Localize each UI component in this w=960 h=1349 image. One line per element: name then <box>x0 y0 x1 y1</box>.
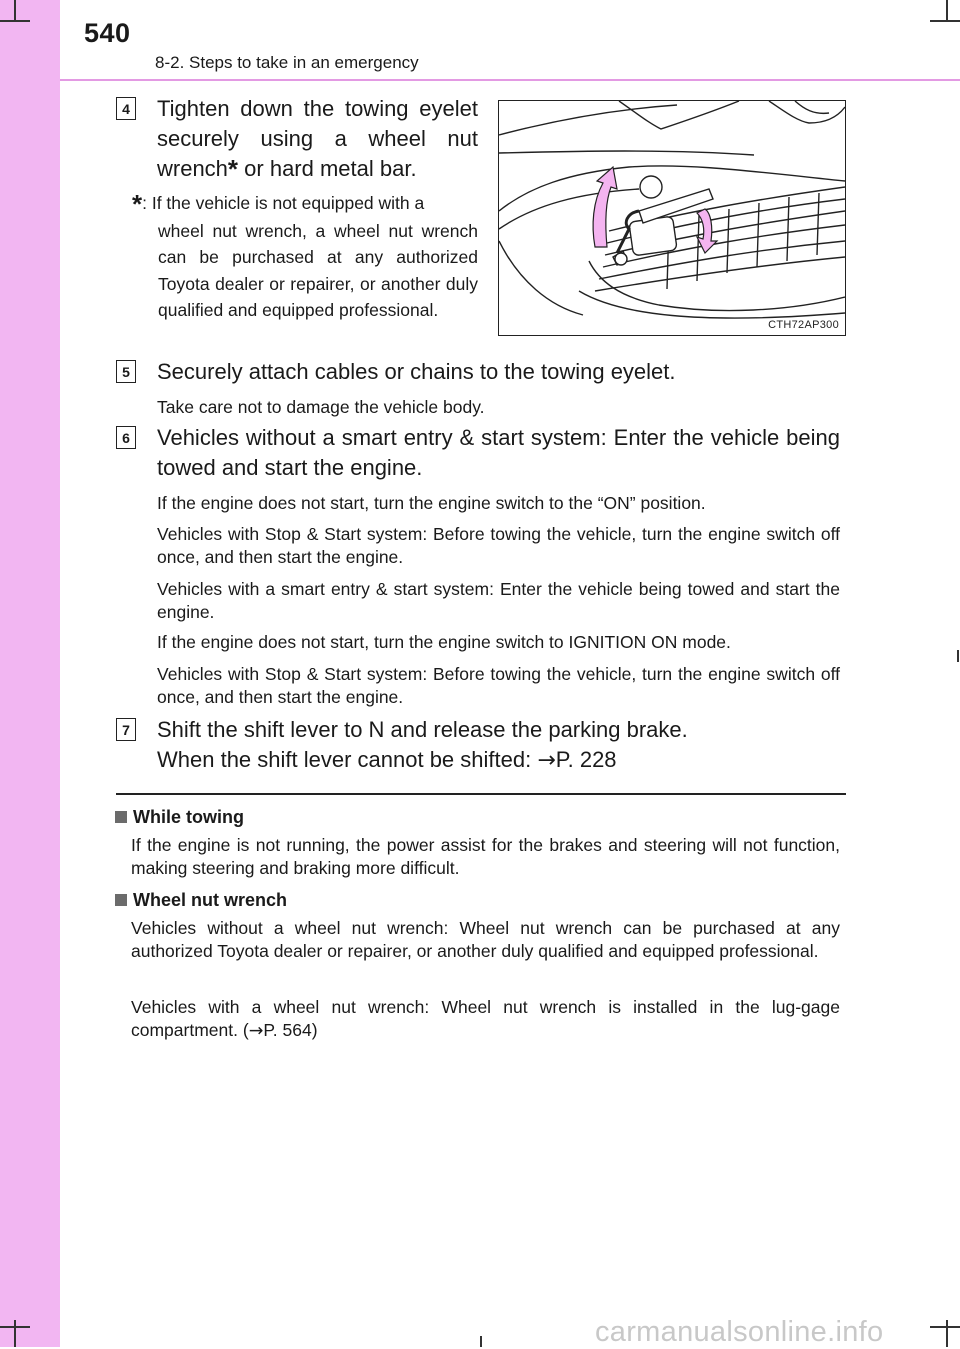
site-watermark: carmanualsonline.info <box>595 1316 884 1348</box>
info-body-wheel-nut-wrench-2 <box>131 996 840 1043</box>
towing-eyelet-figure <box>498 100 846 336</box>
crop-mark <box>946 0 948 20</box>
square-bullet-icon <box>115 894 127 906</box>
crop-mark <box>930 20 960 22</box>
crop-mark <box>0 1326 30 1328</box>
page-number: 540 <box>84 18 131 48</box>
info-heading-while-towing <box>115 807 244 828</box>
square-bullet-icon <box>115 811 127 823</box>
step-4-footnote <box>132 190 478 324</box>
step-4-line-3-pre: wrench <box>157 156 228 181</box>
crop-mark <box>946 1320 948 1347</box>
step-4-line-3 <box>157 154 478 184</box>
step-7-line-2-pre: When the shift lever cannot be shifted: <box>157 747 538 772</box>
chapter-sidebar-tab <box>0 0 60 1347</box>
crop-mark <box>14 1320 16 1347</box>
info-body-wheel-nut-wrench-1: Vehicles without a wheel nut wrench: Wheel nut wrench can be purchased at any authorized Toyota dealer or repairer, or another duly qualified and equipped professional. <box>131 918 840 961</box>
step-badge-7: 7 <box>116 718 136 741</box>
step-6-note-2: Vehicles with Stop & Start system: Before towing the vehicle, turn the engine switch off once, and then start the engine. <box>157 524 840 567</box>
crop-mark <box>480 1336 482 1347</box>
info-heading-label: Wheel nut wrench <box>133 890 288 910</box>
header-rule <box>60 79 960 81</box>
rotate-arrow-left-icon <box>593 167 617 247</box>
step-6-note-1: If the engine does not start, turn the engine switch to the “ON” position. <box>157 493 706 513</box>
step-6-note-4: If the engine does not start, turn the engine switch to IGNITION ON mode. <box>157 632 731 652</box>
info-body-pre: Vehicles with a wheel nut wrench: Wheel nut wrench is installed in the lug-gage compartment. ( <box>131 997 840 1040</box>
step-badge-6: 6 <box>116 426 136 449</box>
reference-arrow-icon: → <box>537 748 556 773</box>
step-5-text: Securely attach cables or chains to the towing eyelet. <box>157 359 676 384</box>
step-5-note: Take care not to damage the vehicle body. <box>157 397 485 417</box>
step-6-text: Vehicles without a smart entry & start system: Enter the vehicle being towed and start the engine. <box>157 425 840 480</box>
step-4-line-1: Tighten down the towing eyelet <box>157 96 478 121</box>
step-badge-4: 4 <box>116 97 136 120</box>
crop-mark <box>14 0 16 20</box>
info-body-while-towing: If the engine is not running, the power assist for the brakes and steering will not function, making steering and braking more difficult. <box>131 835 840 878</box>
towing-eyelet-illustration-icon <box>499 101 845 335</box>
step-6-note-5: Vehicles with Stop & Start system: Before towing the vehicle, turn the engine switch off once, and then start the engine. <box>157 664 840 707</box>
footnote-first-line: : If the vehicle is not equipped with a <box>142 193 425 213</box>
info-heading-wheel-nut-wrench <box>115 890 287 911</box>
section-divider <box>116 793 846 795</box>
step-7-line-1: Shift the shift lever to N and release the parking brake. <box>157 717 688 742</box>
step-4-text <box>157 94 478 184</box>
info-heading-label: While towing <box>133 807 244 827</box>
figure-code: CTH72AP300 <box>768 319 839 331</box>
reference-arrow-icon: → <box>248 1021 264 1041</box>
footnote-asterisk: * <box>227 154 239 184</box>
crop-mark <box>930 1326 960 1328</box>
page-reference-link[interactable]: P. 564) <box>263 1020 318 1040</box>
section-title: 8-2. Steps to take in an emergency <box>155 53 419 72</box>
step-4-line-2: securely using a wheel nut <box>157 126 478 151</box>
step-4-line-3-post: or hard metal bar. <box>238 156 417 181</box>
crop-mark <box>0 20 30 22</box>
crop-mark <box>957 650 959 662</box>
step-6-note-3: Vehicles with a smart entry & start system: Enter the vehicle being towed and start the engine. <box>157 579 840 622</box>
footnote-marker: * <box>132 189 143 219</box>
page-reference-link[interactable]: P. 228 <box>555 747 617 772</box>
step-badge-5: 5 <box>116 360 136 383</box>
step-7-text <box>157 715 840 776</box>
step-7-line-2 <box>157 745 840 776</box>
footnote-body: wheel nut wrench, a wheel nut wrench can be purchased at any authorized Toyota dealer or repairer, or another duly qualified and equipped professional. <box>158 220 478 320</box>
